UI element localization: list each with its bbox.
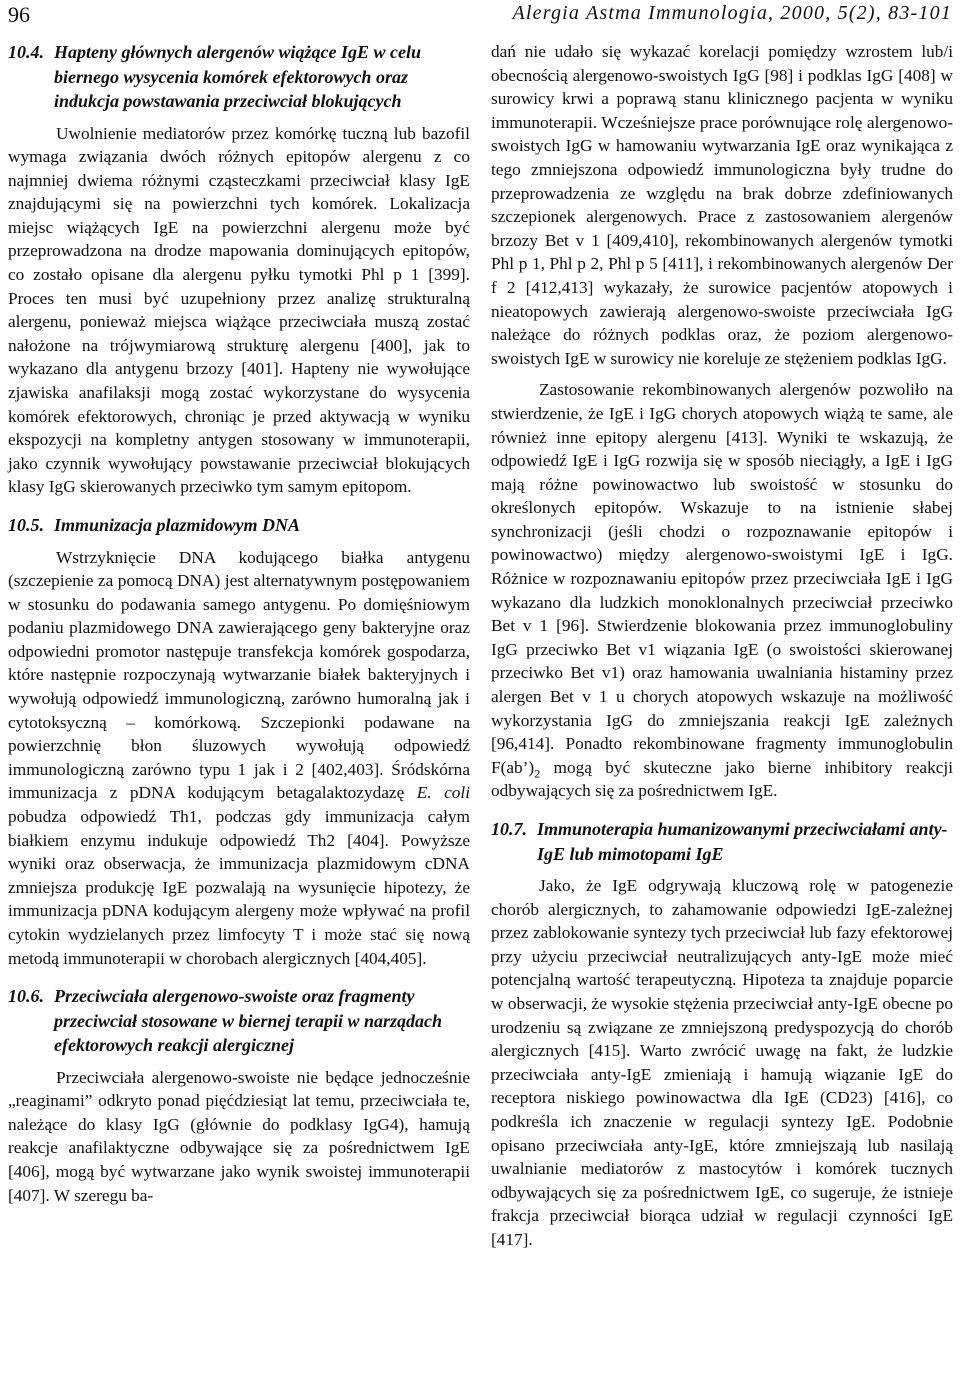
- paragraph: Uwolnienie mediatorów przez komórkę tuczną lub bazofil wymaga związania dwóch różnych epitopów alergenu z co najmniej dwiema różnymi cząsteczkami przeciwciał klasy IgE znajdującymi się na powierzchni tych komórek. Lokalizacja miejsc wiążących IgE na powierzchni alergenu może być przeprowadzona na drodze mapowania dominujących epitopów, co zostało opisane dla alergenu pyłku tymotki Phl p 1 [399]. Proces ten musi być uzupełniony przez analizę strukturalną alergenu, ponieważ miejsca wiążące przeciwciała muszą zostać nałożone na trójwymiarową strukturę alergenu [400], jak to wykazano dla antygenu brzozy [401]. Hapteny nie wywołujące zjawiska anafilaksji mogą zostać wykorzystane do wysycenia komórek efektorowych, chroniąc je przed aktywacją w wyniku ekspozycji na kompletny antygen stosowany w immunoterapii, jako czynnik wywołujący powstawanie przeciwciał blokujących klasy IgG skierowanych przeciwko tym samym epitopom.: [8, 123, 470, 497]
- running-header: [8, 2, 952, 30]
- section-title: Immunoterapia humanizowanymi przeciwciałami anty-IgE lub mimotopami IgE: [537, 819, 948, 864]
- section-title: Przeciwciała alergenowo-swoiste oraz fragmenty przeciwciał stosowane w biernej terapii w narządach efektorowych reakcji alergicznej: [54, 986, 443, 1056]
- section-number: 10.6.: [8, 986, 44, 1007]
- paragraph-continued: dań nie udało się wykazać korelacji pomiędzy wzrostem lub/i obecnością alergenowo-swoistych IgG [98] i podklas IgG [408] w surowicy krwi a poprawą stanu klinicznego pacjenta w wyniku immunoterapii. Wcześniejsze prace porównujące rolę alergenowo-swoistych IgG w hamowaniu wytwarzania IgE oraz wynikająca z tego zmniejszona odpowiedź immunologiczna były trudne do przeprowadzenia ze względu na brak dobrze zdefiniowanych szczepionek alergenowych. Prace z zastosowaniem alergenów brzozy Bet v 1 [409,410], rekombinowanych alergenów tymotki Phl p 1, Phl p 2, Phl p 5 [411], i rekombinowanych alergenów Der f 2 [412,413] wykazały, że surowice pacjentów atopowych i nieatopowych zawierają alergenowo-swoiste przeciwciała IgG należące do różnych podklas oraz, że poziom alergenowo-swoistych IgE w surowicy nie koreluje ze stężeniem podklas IgG.: [491, 42, 953, 368]
- section-heading-10-7: [491, 817, 953, 866]
- section-number: 10.4.: [8, 42, 44, 62]
- paragraph: [491, 378, 953, 803]
- text-run: mogą być skuteczne jako bierne inhibitory reakcji odbywających się za pośrednictwem IgE.: [491, 757, 954, 801]
- left-column: [8, 40, 470, 1207]
- species-name: E. coli: [416, 783, 470, 803]
- text-run: Wstrzyknięcie DNA kodującego białka antygenu (szczepienie za pomocą DNA) jest alternatywnym postępowaniem w stosunku do podawania samego antygenu. Po domięśniowym podaniu plazmidowego DNA zawierającego geny bakteryjne oraz odpowiedni promotor następuje transfekcja komórek gospodarza, które następnie rozpoczynają wytwarzanie białek bakteryjnych i wywołują odpowiedź immunologiczną, zarówno humoralną jak i cytotoksyczną – komórkową. Szczepionki podawane na powierzchnię błon śluzowych wywołują odpowiedź immunologiczną zarówno typu 1 jak i 2 [402,403]. Śródskórna immunizacja z pDNA kodującym betagalaktozydazę: [8, 547, 470, 803]
- paragraph: [8, 546, 470, 971]
- section-number: 10.5.: [8, 515, 44, 535]
- paragraph: Jako, że IgE odgrywają kluczową rolę w patogenezie chorób alergicznych, to zahamowanie odpowiedzi IgE-zależnej przez zablokowanie syntezy tych przeciwciał lub fazy efektorowej przy użyciu przeciwciał neutralizujących anty-IgE może mieć potencjalną wartość terapeutyczną. Hipoteza ta znajduje poparcie w obserwacji, że wysokie stężenia przeciwciał anty-IgE obecne po urodzeniu są związane ze zmniejszoną predyspozycją do chorób alergicznych [415]. Warto zwrócić uwagę na fakt, że ludzkie przeciwciała anty-IgE zmieniają i hamują wiązanie IgE do receptora niskiego powinowactwa dla IgE (CD23) [416], co podkreśla ich znaczenie w regulacji syntezy IgE. Podobnie opisano przeciwciała anty-IgE, które zmniejszają lub nasilają uwalnianie mediatorów z mastocytów i komórek tucznych odbywających się za pośrednictwem IgE, co sugeruje, że istnieje frakcja przeciwciał biorąca udział w regulacji czynności IgE [417].: [491, 876, 953, 1249]
- section-heading-10-5: [8, 513, 470, 538]
- section-title: Hapteny głównych alergenów wiążące IgE w celu biernego wysycenia komórek efektorowych oraz indukcja powstawania przeciwciał blokujących: [54, 42, 421, 111]
- page-number: 96: [8, 2, 30, 27]
- text-run: pobudza odpowiedź Th1, podczas gdy immunizacja całym białkiem enzymu indukuje odpowiedź Th2 [404]. Powyższe wyniki oraz obserwacja, że immunizacja plazmidowym cDNA zmniejsza produkcję IgE pozwalają na wysunięcie hipotezy, że immunizacja pDNA kodującym alergeny może wpływać na profil cytokin wydzielanych przez limfocyty T i może stać się nową metodą immunoterapii w chorobach alergicznych [404,405].: [8, 807, 470, 968]
- right-column: [491, 40, 953, 1252]
- subscript: 2: [534, 766, 541, 781]
- section-heading-10-6: [8, 984, 470, 1058]
- text-run: Zastosowanie rekombinowanych alergenów pozwoliło na stwierdzenie, że IgE i IgG chorych atopowych wiążą te same, ale również inne epitopy alergenu [413]. Wyniki te wskazują, że odpowiedź IgE i IgG rozwija się w sposób nieciągły, a IgE i IgG mają różne powinowactwo lub swoistość w stosunku do określonych epitopów. Wskazuje to na istnienie słabej synchronizacji (jeśli chodzi o rozpoznawanie epitopów i powinowactwo) między alergenowo-swoistymi IgE i IgG. Różnice w rozpoznawaniu epitopów przez przeciwciała IgE i IgG wykazano dla ludzkich monoklonalnych przeciwciał przeciwko Bet v 1 [96]. Stwierdzenie blokowania przez immunoglobuliny IgG przeciwko Bet v1 wiązania IgE (o swoistości skierowanej przeciwko Bet v1) oraz hamowania uwalniania histaminy przez alergen Bet v 1 u chorych atopowych wskazuje na możliwość wykorzystania IgG do zmniejszania reakcji IgE zależnych [96,414]. Ponadto rekombinowane fragmenty immunoglobulin F(ab’): [491, 380, 953, 777]
- section-title: Immunizacja plazmidowym DNA: [54, 515, 301, 535]
- paragraph: Przeciwciała alergenowo-swoiste nie będące jednocześnie „reaginami” odkryto ponad pięćdziesiąt lat temu, przeciwciała te, należące do klasy IgG (głównie do podklasy IgG4), hamują reakcje anafilaktyczne odbywające się za pośrednictwem IgE [406], mogą być wytwarzane jako wynik swoistej immunoterapii [407]. W szeregu ba-: [8, 1067, 470, 1205]
- journal-citation: Alergia Astma Immunologia, 2000, 5(2), 83-101: [512, 2, 952, 24]
- section-heading-10-4: [8, 40, 470, 114]
- section-number: 10.7.: [491, 819, 527, 839]
